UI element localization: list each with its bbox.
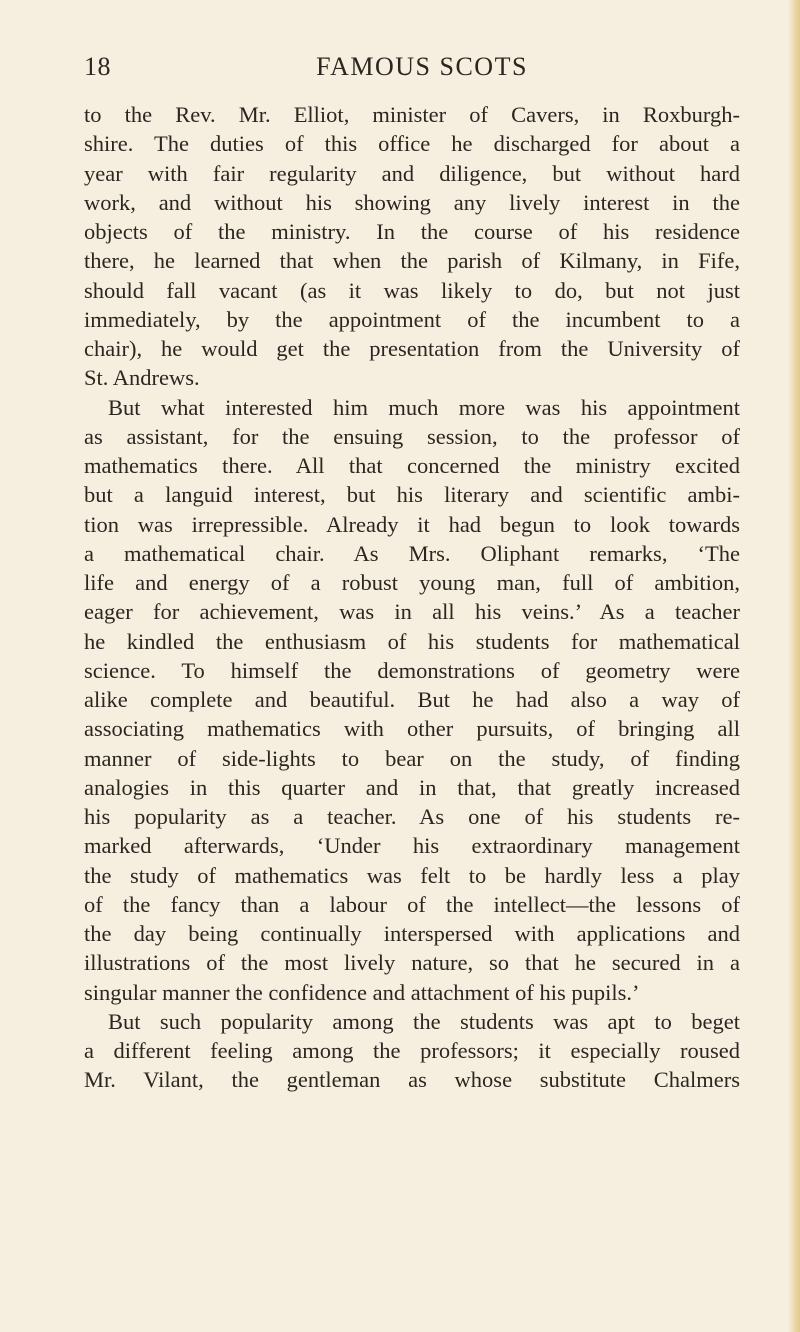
text-line: a different feeling among the professors; it especially roused	[84, 1038, 740, 1063]
text-line: But such popularity among the students was apt to beget	[108, 1008, 740, 1034]
running-title: FAMOUS SCOTS	[316, 52, 528, 81]
text-line: objects of the ministry. In the course of his residence	[84, 219, 740, 244]
text-line: singular manner the confidence and attachment of his pupils.’	[84, 979, 640, 1005]
text-line: illustrations of the most lively nature, so that he secured in a	[84, 950, 740, 976]
text-line: Mr. Vilant, the gentleman as whose substitute Chalmers	[84, 1067, 740, 1093]
text-line: alike complete and beautiful. But he had also a way of	[84, 687, 740, 712]
text-line: year with fair regularity and diligence, but without hard	[84, 160, 740, 186]
text-line: there, he learned that when the parish of Kilmany, in Fife,	[84, 248, 740, 274]
text-line: St. Andrews.	[84, 365, 200, 391]
text-line: immediately, by the appointment of the incumbent to a	[84, 306, 740, 332]
text-line: science. To himself the demonstrations of geometry were	[84, 657, 740, 683]
text-line: shire. The duties of this office he discharged for about a	[84, 131, 740, 157]
text-line: chair), he would get the presentation from the University of	[84, 336, 740, 361]
running-head	[84, 48, 724, 92]
page-edge	[788, 0, 800, 1332]
text-line: tion was irrepressible. Already it had begun to look towards	[84, 511, 740, 537]
text-line: his popularity as a teacher. As one of his students re-	[84, 804, 740, 829]
text-line: analogies in this quarter and in that, that greatly increased	[84, 774, 740, 800]
text-line: the study of mathematics was felt to be hardly less a play	[84, 862, 740, 888]
text-line: marked afterwards, ‘Under his extraordinary management	[84, 833, 740, 859]
text-line: should fall vacant (as it was likely to do, but not just	[84, 277, 740, 303]
text-line: but a languid interest, but his literary and scientific ambi-	[84, 482, 740, 508]
text-line: manner of side-lights to bear on the study, of finding	[84, 745, 740, 771]
body-text	[84, 100, 740, 1095]
text-line: a mathematical chair. As Mrs. Oliphant remarks, ‘The	[84, 540, 740, 566]
text-line: work, and without his showing any lively interest in the	[84, 189, 740, 215]
page-number: 18	[84, 52, 111, 81]
text-line: mathematics there. All that concerned the ministry excited	[84, 453, 740, 478]
text-line: the day being continually interspersed with applications and	[84, 921, 740, 946]
text-line: eager for achievement, was in all his veins.’ As a teacher	[84, 599, 740, 625]
text-line: But what interested him much more was his appointment	[108, 394, 740, 420]
text-line: life and energy of a robust young man, full of ambition,	[84, 570, 740, 595]
text-line: of the fancy than a labour of the intellect—the lessons of	[84, 891, 740, 917]
text-line: associating mathematics with other pursuits, of bringing all	[84, 716, 740, 742]
text-line: as assistant, for the ensuing session, to the professor of	[84, 423, 740, 449]
text-line: to the Rev. Mr. Elliot, minister of Cavers, in Roxburgh-	[84, 102, 740, 127]
text-line: he kindled the enthusiasm of his students for mathematical	[84, 628, 740, 654]
